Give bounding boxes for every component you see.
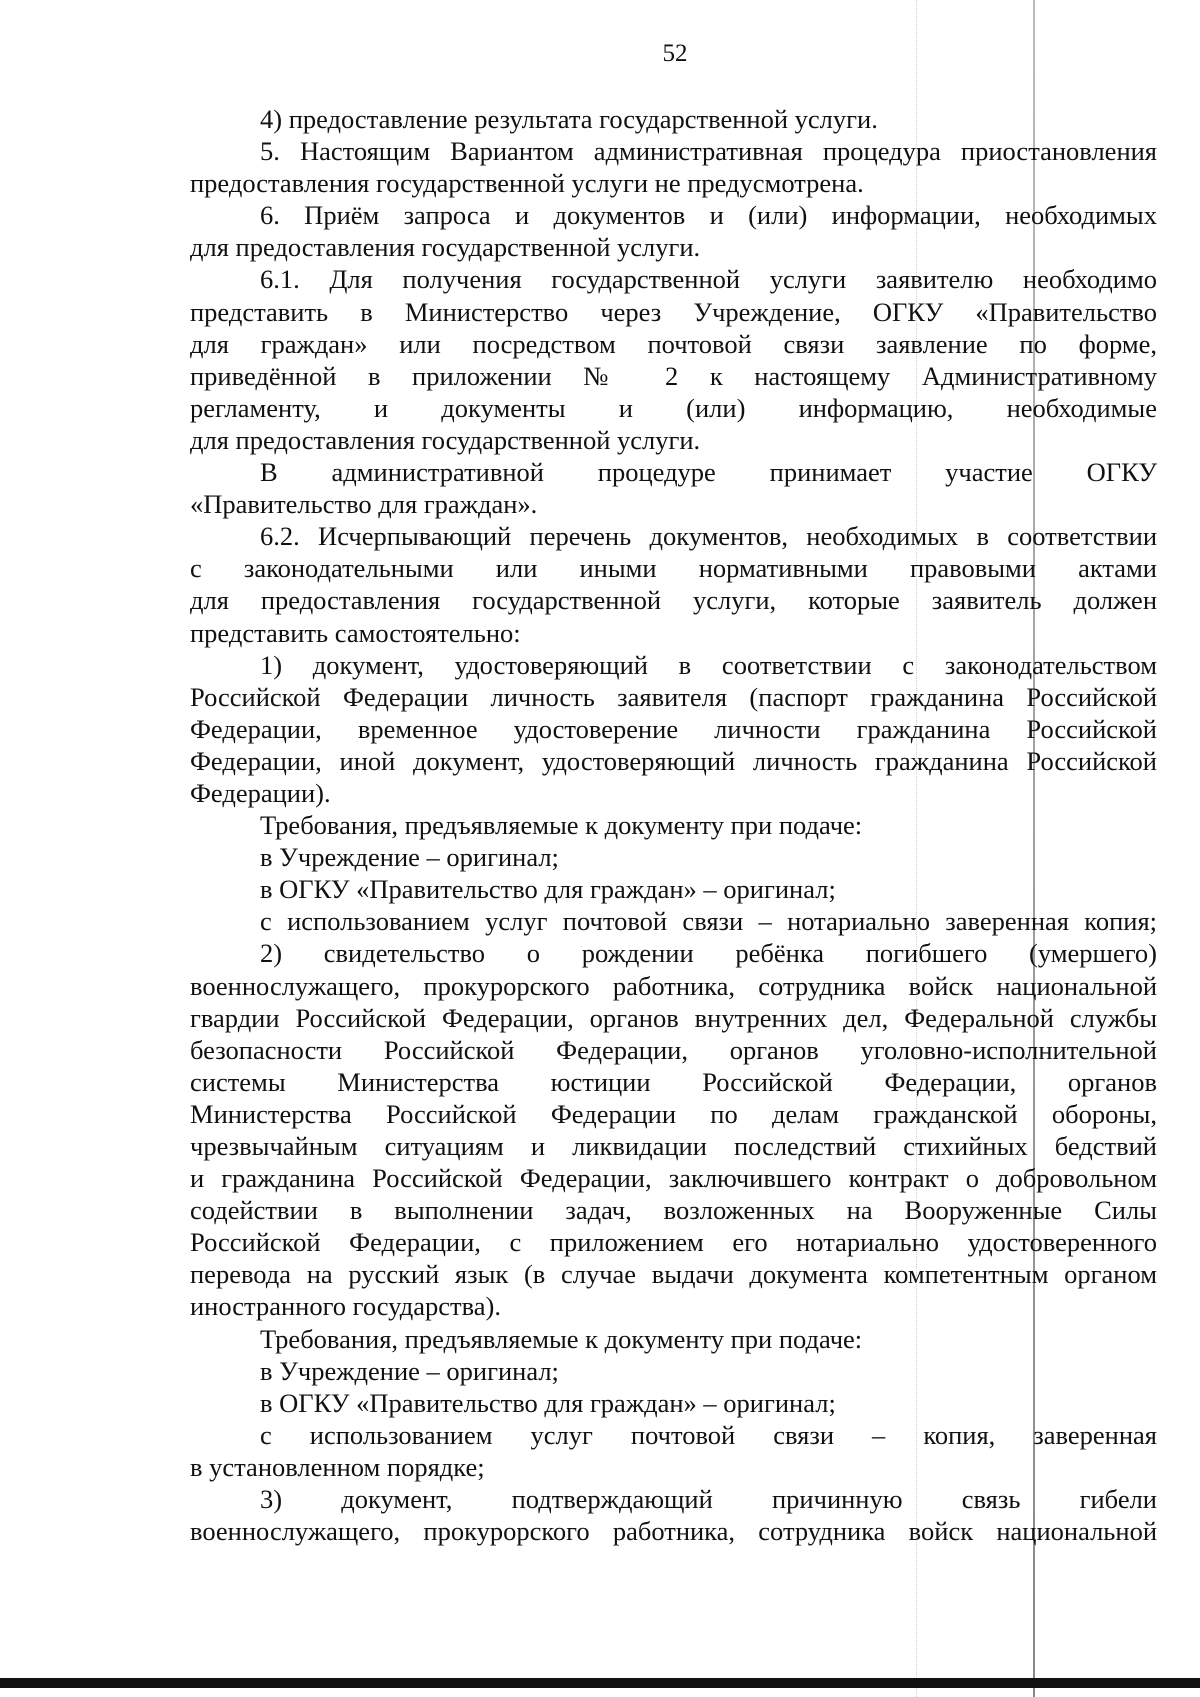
text-line: Федерации, временное удостоверение личности гражданина Российской	[190, 713, 1157, 744]
text-line: 2) свидетельство о рождении ребёнка погибшего (умершего)	[260, 938, 1157, 969]
text-line: чрезвычайным ситуациям и ликвидации последствий стихийных бедствий	[190, 1131, 1157, 1161]
text-line: приведённой в приложении № 2 к настоящему Административному	[190, 360, 1157, 391]
text-line: в Учреждение – оригинал;	[260, 842, 559, 873]
text-line: Федерации, иной документ, удостоверяющий личность гражданина Российской	[190, 745, 1157, 776]
text-line: Требования, предъявляемые к документу при подаче:	[260, 1323, 863, 1354]
text-line: и гражданина Российской Федерации, заключившего контракт о добровольном	[190, 1163, 1157, 1194]
text-line: в ОГКУ «Правительство для граждан» – оригинал;	[260, 1387, 836, 1418]
text-line: Министерства Российской Федерации по делам гражданской обороны,	[190, 1098, 1157, 1129]
text-line: Федерации).	[190, 777, 331, 808]
text-line: безопасности Российской Федерации, органов уголовно-исполнительной	[190, 1034, 1157, 1065]
text-line: 3) документ, подтверждающий причинную связь гибели	[260, 1484, 1157, 1515]
page-number: 52	[662, 40, 688, 67]
text-line: системы Министерства юстиции Российской Федерации, органов	[190, 1066, 1157, 1097]
text-line: с использованием услуг почтовой связи – нотариально заверенная копия;	[260, 906, 1157, 937]
text-line: Российской Федерации, с приложением его нотариально удостоверенного	[190, 1227, 1157, 1258]
text-line: в установленном порядке;	[190, 1451, 485, 1482]
text-line: представить самостоятельно:	[190, 617, 521, 648]
text-line: с использованием услуг почтовой связи – копия, заверенная	[260, 1419, 1157, 1450]
text-line: 6.2. Исчерпывающий перечень документов, необходимых в соответствии	[260, 521, 1157, 552]
text-line: гвардии Российской Федерации, органов внутренних дел, Федеральной службы	[190, 1002, 1157, 1033]
text-line: для предоставления государственной услуги.	[190, 424, 701, 455]
text-line: иностранного государства).	[190, 1291, 501, 1322]
text-line: в Учреждение – оригинал;	[260, 1355, 559, 1386]
text-line: для граждан» или посредством почтовой связи заявление по форме,	[190, 328, 1157, 359]
text-line: Требования, предъявляемые к документу при подаче:	[260, 810, 863, 841]
text-line: 5. Настоящим Вариантом административная процедура приостановления	[260, 136, 1157, 167]
text-line: военнослужащего, прокурорского работника, сотрудника войск национальной	[190, 970, 1157, 1001]
text-line: регламенту, и документы и (или) информацию, необходимые	[190, 392, 1157, 423]
text-line: военнослужащего, прокурорского работника, сотрудника войск национальной	[190, 1516, 1157, 1547]
scan-bottom-edge	[0, 1678, 1200, 1688]
text-line: 1) документ, удостоверяющий в соответствии с законодательством	[260, 649, 1157, 680]
text-line: 6. Приём запроса и документов и (или) информации, необходимых	[260, 200, 1157, 231]
text-line: Российской Федерации личность заявителя (паспорт гражданина Российской	[190, 681, 1157, 712]
text-line: в ОГКУ «Правительство для граждан» – оригинал;	[260, 874, 836, 905]
text-line: перевода на русский язык (в случае выдачи документа компетентным органом	[190, 1259, 1157, 1290]
text-line: содействии в выполнении задач, возложенных на Вооруженные Силы	[190, 1195, 1157, 1226]
text-line: предоставления государственной услуги не предусмотрена.	[190, 168, 864, 199]
text-line: с законодательными или иными нормативными правовыми актами	[190, 553, 1157, 584]
text-line: представить в Министерство через Учреждение, ОГКУ «Правительство	[190, 296, 1157, 327]
text-line: 6.1. Для получения государственной услуги заявителю необходимо	[260, 264, 1157, 295]
text-line: 4) предоставление результата государственной услуги.	[260, 104, 878, 134]
body-text	[190, 103, 1157, 1547]
text-line: В административной процедуре принимает участие ОГКУ	[260, 457, 1157, 488]
text-line: «Правительство для граждан».	[190, 489, 538, 520]
text-line: для предоставления государственной услуги.	[190, 232, 701, 263]
text-line: для предоставления государственной услуги, которые заявитель должен	[190, 585, 1157, 616]
